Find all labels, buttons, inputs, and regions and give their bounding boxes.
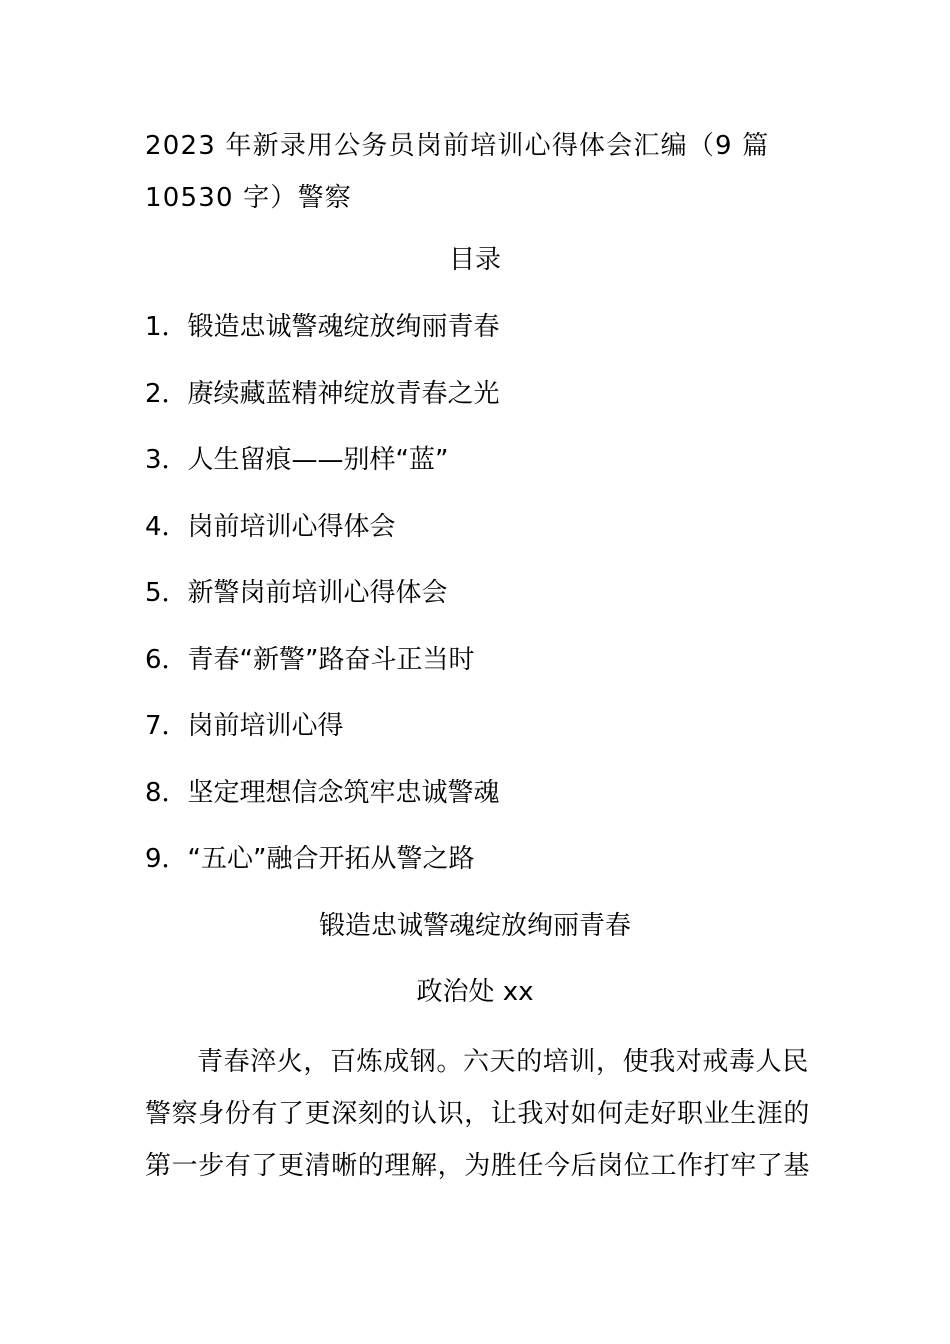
document-title: 2023 年新录用公务员岗前培训心得体会汇编（9 篇 10530 字）警察	[145, 131, 770, 213]
toc-item: 8．坚定理想信念筑牢忠诚警魂	[145, 777, 500, 808]
toc-heading: 目录	[448, 245, 501, 275]
toc-item: 4．岗前培训心得体会	[145, 511, 396, 542]
toc-item: 1．锻造忠诚警魂绽放绚丽青春	[145, 312, 500, 342]
body-line: 青春淬火，百炼成钢。六天的培训，使我对戒毒人民	[197, 1047, 809, 1077]
table-of-contents	[145, 305, 500, 904]
toc-item: 7．岗前培训心得	[145, 711, 344, 741]
toc-item: 6．青春“新警”路奋斗正当时	[145, 644, 475, 675]
toc-item: 3．人生留痕——别样“蓝”	[145, 445, 449, 475]
article-body	[145, 1036, 809, 1192]
article-title: 锻造忠诚警魂绽放绚丽青春	[318, 911, 631, 941]
toc-item: 9．“五心”融合开拓从警之路	[145, 844, 475, 874]
body-line: 警察身份有了更深刻的认识，让我对如何走好职业生涯的	[145, 1099, 811, 1129]
body-line: 第一步有了更清晰的理解，为胜任今后岗位工作打牢了基	[145, 1151, 811, 1181]
toc-item: 2．赓续藏蓝精神绽放青春之光	[145, 378, 500, 409]
toc-item: 5．新警岗前培训心得体会	[145, 578, 448, 608]
article-author: 政治处 xx	[416, 977, 534, 1007]
